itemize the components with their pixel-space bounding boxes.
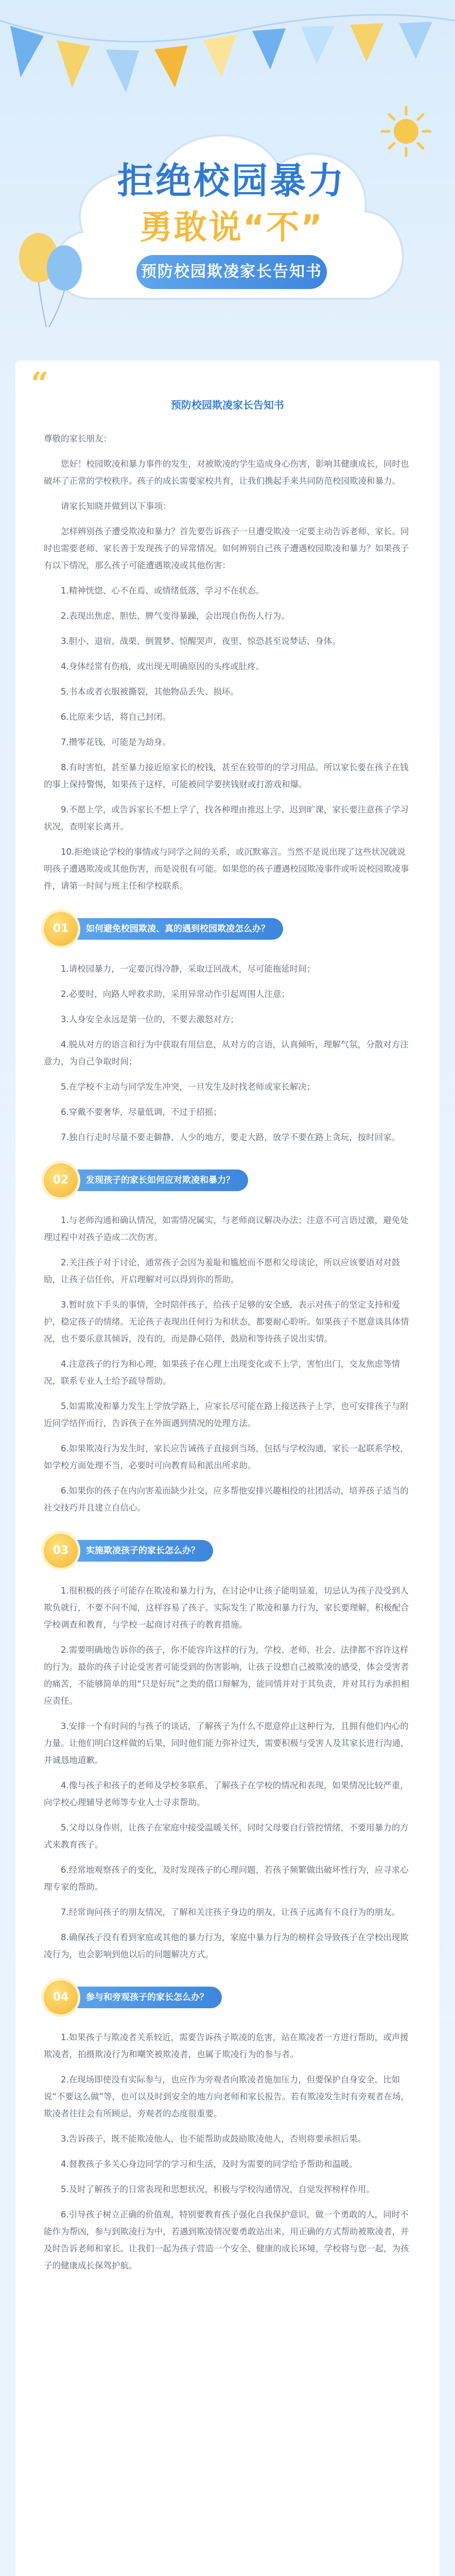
section-paragraph: 6.如果你的孩子在内向害羞而缺少社交，应多帮他安排兴趣相投的社团活动，培养孩子适当的社交技巧并且建立自信心。 [44,1486,409,1513]
section-paragraph: 3.人身安全永远是第一位的，不要去激怒对方； [61,1014,239,1024]
section-paragraph: 6.穿戴不要奢华，尽量低调，不过于招摇； [61,1107,222,1117]
section-paragraph: 5.如需欺凌和暴力发生上学放学路上，应家长尽可能在路上接送孩子上学，也可安排孩子与附近同学结伴而行，告诉孩子在外面遇到情况的处理方法。 [44,1401,409,1428]
section-header [44,911,411,947]
section-paragraph: 8.确保孩子没有看到家庭或其他的暴力行为，家庭中暴力行为的榜样会导致孩子在学校出现欺凌行为，也会影响到他以后的问题解决方式。 [44,1933,409,1959]
intro-paragraph: 8.有时害怕，甚至暴力接近原家长的校钱，甚至在较带的的学习用品。所以家长要在孩子在钱的事上保持警惕，如果孩子这样，可能被同学要挟钱财或打游戏和爆。 [44,762,409,789]
section-02 [44,1162,411,1516]
section-title: 发现孩子的家长如何应对欺凌和暴力？ [62,1170,248,1191]
intro-paragraph: 请家长知晓并做到以下事项： [61,501,171,511]
section-paragraph: 5.及时了解孩子的日常表现和思想状况，积极与学校沟通情况，自觉发挥榜样作用。 [61,2184,375,2194]
section-03 [44,1533,411,1963]
intro-paragraph: 5.书本或者衣服被撕裂，其他物品丢失、损坏。 [61,687,239,697]
section-paragraph: 3.安排一个有时间的与孩子的谈话，了解孩子为什么不愿意停止这种行为，且拥有他们内心的力量。让他们明白这样做的后果，同时他们能力弥补过失，需要积极与受害人及其家长进行沟通，并诚恳地道歉。 [44,1721,409,1765]
greeting: 尊敬的家长朋友： [44,434,112,444]
section-header [44,1979,411,2015]
section-paragraph: 1.请校园暴力，一定要沉得冷静，采取迂回战术，尽可能拖延时间； [61,964,316,974]
section-paragraph: 4.脱从对方的语言和行为中获取有用信息，从对方的言语，认真倾听，理解气氛，分散对方注意力，为自己争取时间； [44,1040,409,1066]
section-title: 如何避免校园欺凌、真的遇到校园欺凌怎么办？ [62,918,283,940]
main-slogan: 勇敢说“不” [139,209,324,247]
section-paragraph: 5.在学校不主动与同学发生冲突，一旦发生及时找老师或家长解决； [61,1082,316,1092]
section-04 [44,1979,411,2274]
section-paragraph: 3.暂时放下手头的事情，全时陪伴孩子，给孩子足够的安全感，表示对孩子的坚定支持和爱护，稳定孩子的情绪。无论孩子表现出任何行为和状态，都要耐心聆听。如果孩子不愿意谈具体情况，也不要乐意其倾诉，没有的，而是静心陪伴，鼓励和等待孩子说出实情。 [44,1300,409,1344]
section-number-badge: 02 [44,1163,78,1197]
section-paragraph: 3.告诉孩子，既不能欺凌他人，也不能帮助或鼓励欺凌他人，否则将要承担后果。 [61,2134,366,2144]
section-header [44,1162,411,1198]
section-number-badge: 01 [44,912,78,946]
intro-paragraph: 6.比原来少话，将自己封闭。 [61,712,171,722]
intro-paragraph: 10.拒绝谈论学校的事情或与同学之间的关系，或沉默寡言。当然不是说出现了这些状况就说明孩子遭遇欺凌或其他伤害，而是说很有可能。如果您的孩子遭遇校园欺凌事件或听说校园欺凌事件，请第一时间与班主任和学校联系。 [44,847,409,891]
section-paragraph: 4.注意孩子的行为和心理，如果孩子在心理上出现变化或不上学，害怕出门，交友焦虑等情况，联系专业人士给予疏导帮助。 [44,1359,400,1386]
section-paragraph: 6.经常地观察孩子的变化，及时发现孩子的心理问题，若孩子频繁做出破坏性行为，应寻求心理专家的帮助。 [44,1865,409,1892]
section-paragraph: 1.很积极的孩子可能存在欺凌和暴力行为，在讨论中让孩子能明显羞，切忌认为孩子没受到人欺负就行，不要不问不闻，这样容易了孩子。实际发生了欺凌和暴力行为，家长要理解，积极配合学校调查和教育，与学校一起商讨对孩子的教育措施。 [44,1586,409,1630]
section-01 [44,911,411,1146]
section-number-badge: 04 [44,1980,78,2014]
section-header [44,1533,411,1569]
notice-card [15,361,440,2576]
section-paragraph: 2.关注孩子对于讨论，通常孩子会因为羞耻和尴尬而不愿和父母谈论，所以应该要语对对鼓励，让孩子信任你，开启理解对可以得到你的帮助。 [44,1258,400,1284]
balloons-icon [10,227,93,330]
section-paragraph: 1.如果孩子与欺凌者关系较近，需要告诉孩子欺凌的危害，站在欺凌者一方进行帮助，或声援欺凌者，拍摄欺凌行为和嘲笑被欺凌者，也属于欺凌行为的参与者。 [44,2032,409,2059]
intro-paragraphs [44,455,411,894]
section-paragraph: 6.如果欺凌行为发生时，家长应告诫孩子直接到当场，包括与学校沟通，家长一起联系学校，如学校方面处理不当，必要时可向教育局和派出所求助。 [44,1444,409,1470]
section-paragraph: 2.必要时，向路人呼救求助，采用异常动作引起周围人注意； [61,989,290,999]
notice-content [44,397,411,2282]
cloud-title-area [36,93,427,340]
intro-paragraph: 9.不愿上学，或告诉家长不想上学了，找各种理由推迟上学、迟到旷课，家长要注意孩子学习状况，查明家长离开。 [44,805,409,832]
section-paragraph: 7.独自行走时尽量不要走僻静、人少的地方，要走大路，放学不要在路上贪玩，按时回家。 [61,1132,400,1142]
intro-paragraph: 怎样辨别孩子遭受欺凌和暴力？首先要告诉孩子一旦遭受欺凌一定要主动告诉老师、家长。同时也需要老师、家长善于发现孩子的异常情况。如何辨别自己孩子遭遇校园欺凌和暴力？如果孩子有以下情况，那么孩子可能遭遇欺凌或其他伤害： [44,527,409,570]
intro-paragraph: 您好！校园欺凌和暴力事件的发生，对被欺凌的学生造成身心伤害，影响其健康成长，同时也破坏了正常的学校秩序。孩子的成长需要家校共育，让我们携起手来共同防范校园欺凌和暴力。 [44,459,409,486]
hero-banner [0,0,455,361]
section-paragraph: 7.经常询问孩子的朋友情况，了解和关注孩子身边的朋友，让孩子远离有不良行为的朋友。 [61,1907,400,1917]
section-paragraph: 5.父母以身作则，让孩子在家庭中接受温暖关怀，同时父母要自行管控情绪，不要用暴力的方式来教育孩子。 [44,1823,409,1850]
intro-paragraph: 4.身体经常有伤痕，或出现无明确原因的头疼或肚疼。 [61,662,265,671]
intro-paragraph: 1.精神恍惚、心不在焉、或情绪低落，学习不在状态。 [61,586,265,596]
section-title: 实施欺凌孩子的家长怎么办？ [62,1540,213,1562]
intro-paragraph: 2.表现出焦虑、胆怯、脾气变得暴躁，会出现自伤伤人行为。 [61,611,290,621]
section-title: 参与和旁观孩子的家长怎么办？ [62,1987,222,2008]
intro-paragraph: 7.攒零花钱，可能是为劫身。 [61,737,171,747]
section-paragraph: 2.在现场即使没有实际参与，也应作为旁观者向欺凌者施加压力，但要保护自身安全，比如说“不要这么做”等，也可以及时到安全的地方向老师和家长报告。若有欺凌发生时有旁观者在场，欺凌者往往会有所顾忌，旁观者的态度很重要。 [44,2075,410,2119]
sections [44,911,411,2274]
subtitle-badge: 预防校园欺凌家长告知书 [136,255,327,289]
section-number-badge: 03 [44,1534,78,1568]
section-paragraph: 1.与老师沟通和确认情况，如需情况属实，与老师商议解决办法；注意不可言语过激，避免处理过程中对孩子造成二次伤害。 [44,1215,409,1242]
section-paragraph: 6.引导孩子树立正确的价值观，特别要教育孩子强化自我保护意识，做一个勇敢的人，同时不能作为帮凶，参与到欺凌行为中，若遇到欺凌情况要勇敢站出来，用正确的方式帮助被欺凌者，并及时告诉老师和家长。让我们一起为孩子营造一个安全、健康的成长环境，学校将与您一起，为孩子的健康成长保驾护航。 [44,2210,409,2270]
main-title: 拒绝校园暴力 [117,160,346,202]
section-paragraph: 4.像与孩子和孩子的老师及学校多联系，了解孩子在学校的情况和表现，如果情况比较严重，向学校心理辅导老师等专业人士寻求帮助。 [44,1781,409,1807]
bunting-decoration-icon [0,0,455,108]
notice-title: 预防校园欺凌家长告知书 [171,399,284,411]
section-paragraph: 2.需要明确地告诉你的孩子，你不能容许这样的行为，学校、老师、社会、法律都不容许这样的行为。最你的孩子讨论受害者可能受到的伤害影响，让孩子设想自己被欺凌的感受，体会受害者的痛苦，不能够简单的用“只是好玩”之类的借口辩解为，能同情并对于其负责，并对其行为承担相应责任。 [44,1645,410,1706]
open-quote-icon: “ [31,366,49,402]
section-paragraph: 4.督教孩子多关心身边同学的学习和生活，及时为需要的同学给予帮助和温暖。 [61,2159,358,2169]
intro-paragraph: 3.胆小、退宿、战栗、倒置梦、惊醒哭声，夜里、惊恐甚至说梦话、身体。 [61,636,341,646]
